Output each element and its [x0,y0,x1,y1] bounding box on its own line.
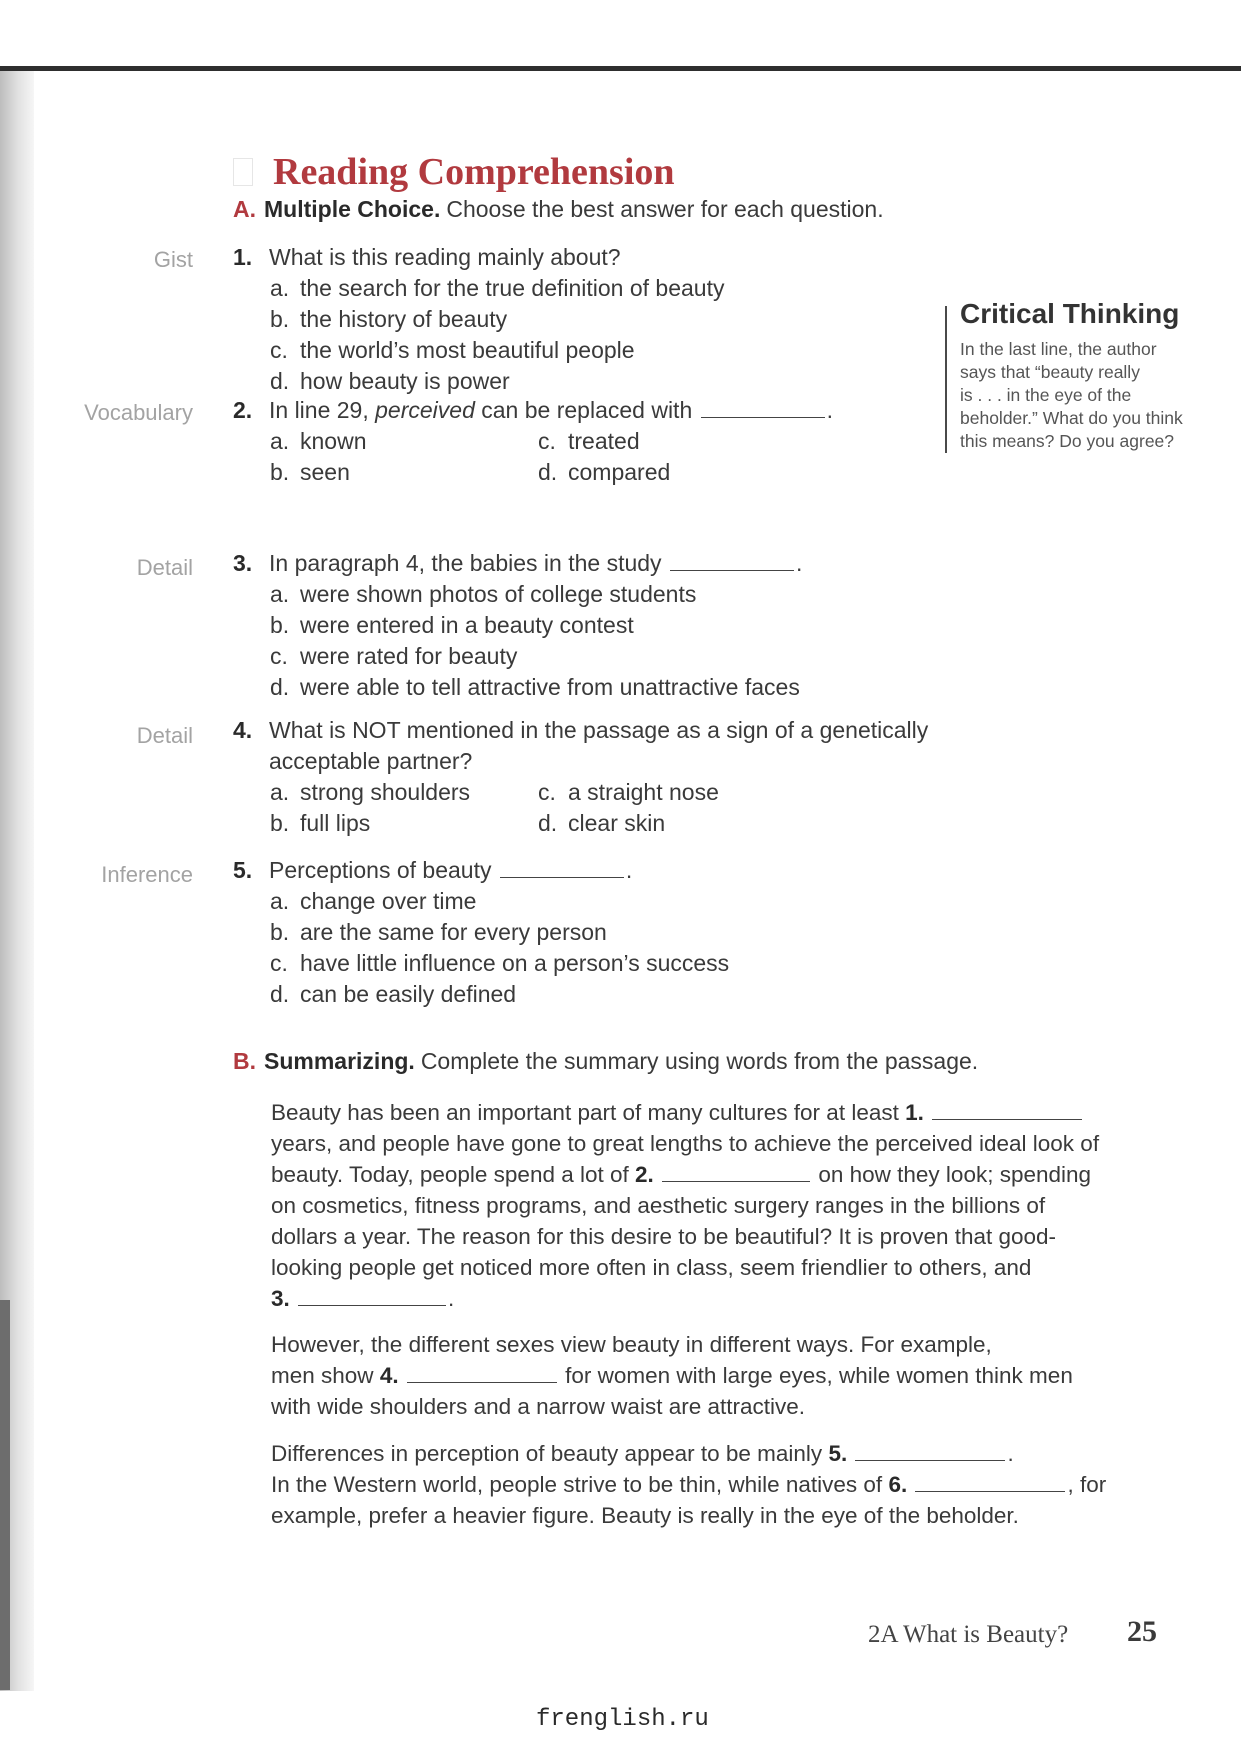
option-d[interactable]: d. were able to tell attractive from unattractive faces [270,674,800,700]
option-b[interactable]: b. were entered in a beauty contest [270,612,634,638]
critical-thinking-text: In the last line, the author says that “beauty really is . . . in the eye of the beholder.” What do you think this means? Do you agree? [960,339,1183,451]
critical-thinking-box [945,298,1235,453]
option-d[interactable]: d. can be easily defined [270,981,517,1007]
section-title [233,150,675,194]
answer-blank[interactable] [500,857,624,878]
option-a[interactable]: a. strong shoulders [270,779,471,805]
question-4 [233,715,928,839]
section-title-text: Reading Comprehension [273,151,675,193]
question-5-tag: Inference [101,862,193,887]
option-a[interactable]: a. known [270,428,367,454]
page-binding-edge [0,1300,10,1690]
option-b[interactable]: b. full lips [270,810,371,836]
summary-blank-2[interactable] [662,1161,810,1182]
question-3 [233,548,802,703]
summary-blank-3[interactable] [298,1285,446,1306]
critical-thinking-title: Critical Thinking [960,298,1180,329]
summary-blank-1[interactable] [932,1099,1082,1120]
option-c[interactable]: c. were rated for beauty [270,643,518,669]
option-a[interactable]: a. change over time [270,888,477,914]
option-c[interactable]: c. a straight nose [538,779,719,805]
part-b-title: Summarizing. [264,1048,415,1074]
part-b-letter: B. [233,1048,256,1074]
part-a-letter: A. [233,196,256,222]
part-b-instruction: Complete the summary using words from the passage. [420,1048,979,1074]
option-b[interactable]: b. seen [270,459,350,485]
option-c[interactable]: c. treated [538,428,640,454]
summary-blank-6[interactable] [915,1471,1065,1492]
question-number: 1. [233,244,253,270]
part-a-heading [233,196,884,223]
question-text: What is NOT mentioned in the passage as a sign of a genetically acceptable partner? [269,717,929,774]
summary-paragraph-2: However, the different sexes view beauty in different ways. For example, men show 4. for women with large eyes, while women think men with wide shoulders and a narrow waist are attractive. [271,1332,1073,1419]
checkbox-icon [233,158,253,186]
question-number: 2. [233,397,253,423]
option-c[interactable]: c. have little influence on a person’s success [270,950,730,976]
option-b[interactable]: b. are the same for every person [270,919,607,945]
question-number: 4. [233,717,253,743]
option-d[interactable]: d. compared [538,459,671,485]
question-1-tag: Gist [153,247,193,272]
page-number: 25 [1127,1615,1157,1648]
summary-blank-5[interactable] [855,1440,1005,1461]
question-number: 5. [233,857,253,883]
question-2 [233,395,833,488]
option-c[interactable]: c. the world’s most beautiful people [270,337,635,363]
summary-paragraph-3: Differences in perception of beauty appear to be mainly 5. . In the Western world, people strive to be thin, while natives of 6. , for example, prefer a heavier figure. Beauty is really in the eye of the beholder. [271,1441,1107,1528]
option-d[interactable]: d. how beauty is power [270,368,510,394]
part-a-instruction: Choose the best answer for each question. [446,196,884,222]
option-a[interactable]: a. the search for the true definition of beauty [270,275,725,301]
summary-blank-4[interactable] [407,1362,557,1383]
option-d[interactable]: d. clear skin [538,810,666,836]
summary-paragraph-1: Beauty has been an important part of many cultures for at least 1. years, and people have gone to great lengths to achieve the perceived ideal look of beauty. Today, people spend a lot of 2. on how they look; spending on cosmetics, fitness programs, and aesthetic surgery ranges in the billions of dollars a year. The reason for this desire to be beautiful? It is proven that good- looking people get noticed more often in class, seem friendlier to others, and 3. . [271,1100,1100,1311]
option-b[interactable]: b. the history of beauty [270,306,508,332]
page-top-rule [0,66,1241,71]
question-5 [233,855,729,1010]
question-1 [233,242,725,397]
question-number: 3. [233,550,253,576]
part-a-title: Multiple Choice. [264,196,441,222]
question-text: In paragraph 4, the babies in the study . [269,550,803,576]
part-b-heading [233,1048,978,1075]
answer-blank[interactable] [701,397,825,418]
unit-title: 2A What is Beauty? [868,1621,1069,1648]
question-text: Perceptions of beauty . [269,857,633,883]
answer-blank[interactable] [670,550,794,571]
watermark: frenglish.ru [536,1706,709,1733]
option-a[interactable]: a. were shown photos of college students [270,581,697,607]
question-text: What is this reading mainly about? [269,244,621,270]
question-3-tag: Detail [136,555,193,580]
question-4-tag: Detail [136,723,193,748]
question-2-tag: Vocabulary [84,400,193,425]
question-text: In line 29, perceived can be replaced with . [269,397,834,423]
